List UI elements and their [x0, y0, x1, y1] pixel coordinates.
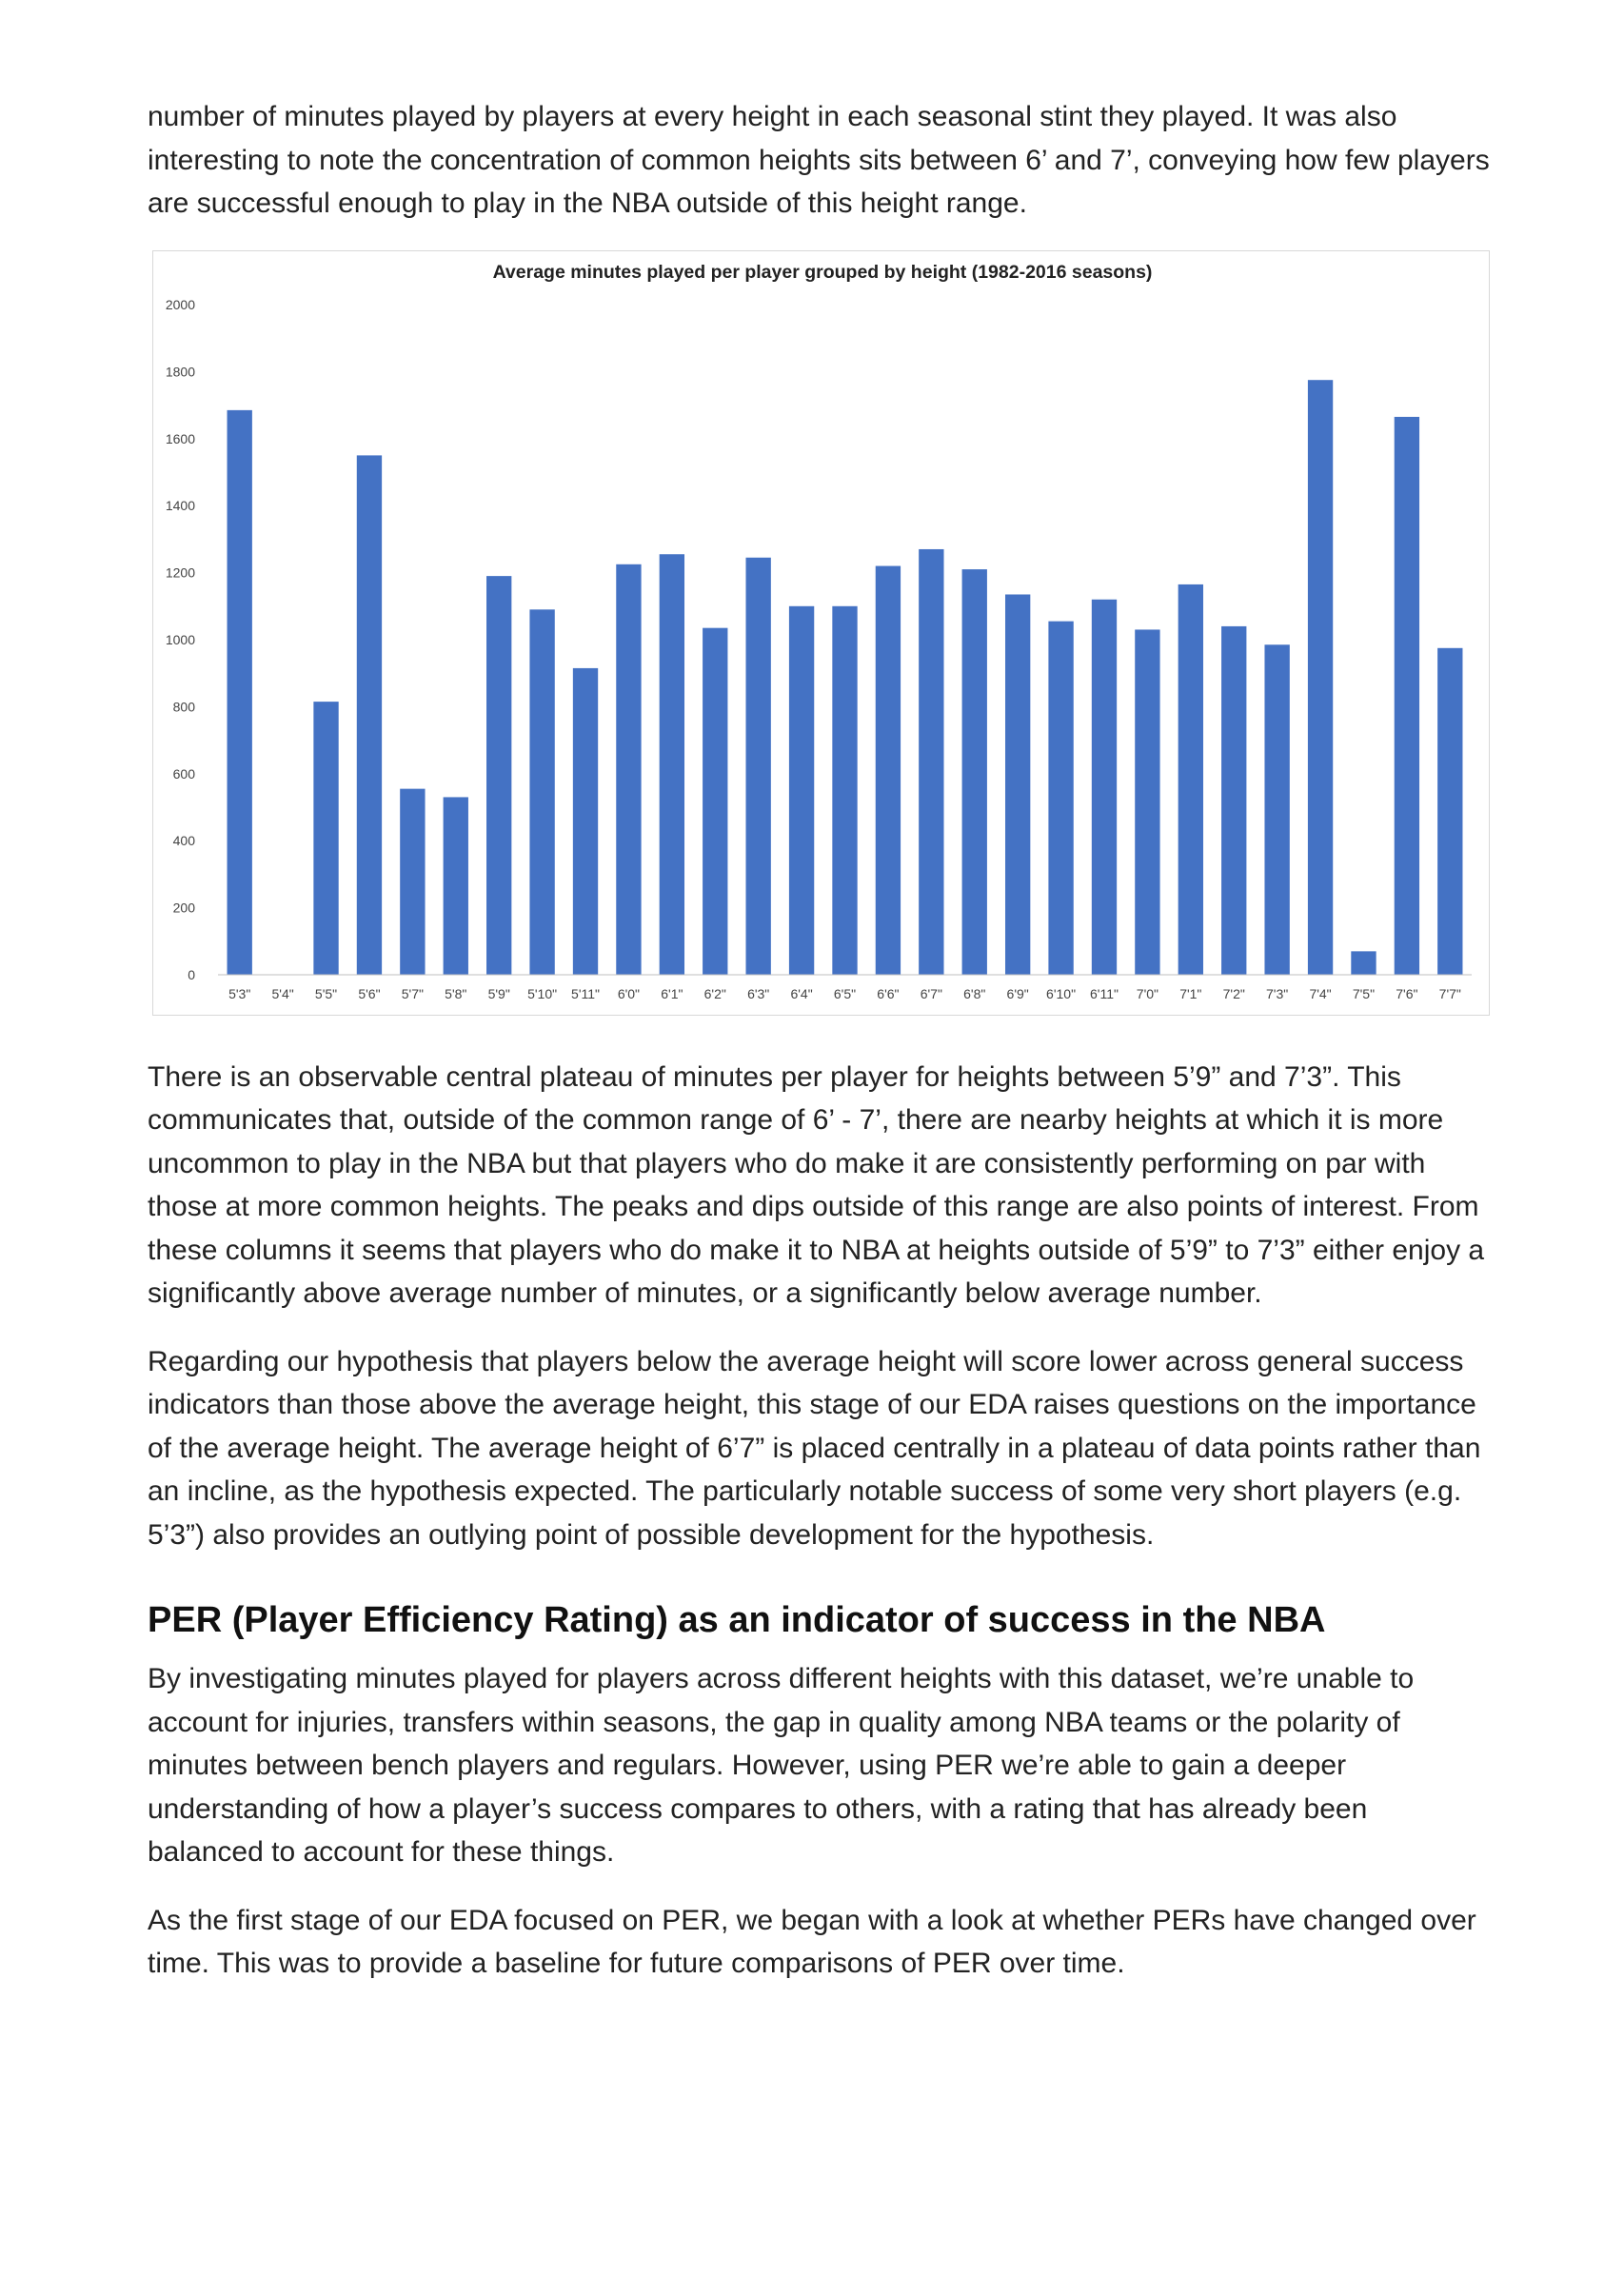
x-tick-label: 6'6" [877, 985, 900, 1001]
bar [400, 788, 425, 974]
y-tick-label: 200 [172, 900, 195, 916]
x-tick-label: 6'0" [617, 985, 641, 1001]
bar [616, 564, 641, 974]
bar [486, 576, 511, 975]
bar [1221, 625, 1246, 974]
paragraph: As the first stage of our EDA focused on PER, we began with a look at whether PERs have changed over time. This was to provide a baseline for future comparisons of PER over time. [148, 1904, 1476, 1979]
bar [1005, 594, 1030, 975]
bar [1178, 584, 1203, 974]
x-tick-label: 7'1" [1179, 985, 1202, 1001]
x-tick-label: 5'8" [445, 985, 467, 1001]
chart-title: Average minutes played per player grouped by height (1982-2016 seasons) [492, 261, 1153, 283]
bar [1264, 644, 1289, 975]
x-tick-label: 7'0" [1136, 985, 1159, 1001]
x-tick-label: 6'1" [661, 985, 683, 1001]
bar-chart [152, 250, 1490, 1016]
x-tick-label: 6'2" [703, 985, 726, 1001]
y-tick-label: 2000 [165, 296, 195, 312]
x-tick-label: 5'4" [271, 985, 294, 1001]
x-tick-label: 5'7" [401, 985, 424, 1001]
bar [357, 455, 382, 975]
y-tick-label: 1200 [165, 564, 195, 581]
paragraph: There is an observable central plateau of minutes per player for heights between 5’9” and 7’3”. This communicates that, outside of the common range of 6’ - 7’, there are nearby heights at which it is more uncommon to play in the NBA but that players who do make it are consistently performing on par with those at more common heights. The peaks and dips outside of this range are also points of interest. From these columns it seems that players who do make it to NBA at heights outside of 5’9” to 7’3” either enjoy a significantly above average number of minutes, or a significantly below average number. [148, 1060, 1485, 1309]
x-tick-label: 6'7" [920, 985, 942, 1001]
x-tick-label: 5'9" [487, 985, 510, 1001]
x-tick-label: 7'7" [1438, 985, 1461, 1001]
x-tick-label: 5'5" [314, 985, 338, 1001]
bar [228, 409, 252, 974]
bottom-paragraphs [148, 1657, 1490, 1986]
x-tick-label: 6'4" [790, 985, 813, 1001]
bar [832, 605, 857, 974]
x-tick-label: 7'3" [1266, 985, 1289, 1001]
y-tick-label: 800 [172, 698, 195, 714]
bar [746, 557, 771, 974]
y-tick-label: 400 [172, 832, 195, 848]
x-tick-label: 7'5" [1352, 985, 1376, 1001]
paragraph: number of minutes played by players at every height in each seasonal stint they played. It was also interesting to note the concentration of common heights sits between 6’ and 7’, conveying how few players are successful enough to play in the NBA outside of this height range. [148, 101, 1490, 219]
section-heading: PER (Player Efficiency Rating) as an indicator of success in the NBA [148, 1600, 1326, 1640]
x-tick-label: 6'9" [1006, 985, 1029, 1001]
bar [1092, 599, 1117, 974]
x-tick-label: 5'6" [358, 985, 381, 1001]
x-tick-label: 5'11" [571, 985, 601, 1001]
bar [876, 565, 901, 974]
x-tick-label: 6'5" [833, 985, 857, 1001]
bar [703, 627, 727, 974]
bar [1135, 629, 1159, 975]
y-tick-label: 1400 [165, 497, 195, 513]
y-tick-label: 1000 [165, 631, 195, 647]
bar [1048, 621, 1073, 974]
bar [573, 667, 598, 974]
x-tick-label: 7'2" [1222, 985, 1245, 1001]
y-axis-ticks [166, 297, 195, 982]
bar [1395, 416, 1419, 974]
x-tick-label: 5'3" [228, 985, 251, 1001]
bar-chart-svg [153, 251, 1489, 1015]
bar [444, 797, 468, 975]
x-tick-label: 6'3" [747, 985, 770, 1001]
bar [660, 554, 684, 975]
x-tick-label: 6'10" [1046, 985, 1077, 1001]
bar [1351, 951, 1376, 975]
middle-paragraphs [148, 1056, 1490, 1557]
bar [962, 569, 987, 975]
bar [1437, 647, 1462, 974]
x-tick-label: 6'11" [1089, 985, 1119, 1001]
bar [529, 609, 554, 975]
top-paragraphs [148, 95, 1490, 226]
paragraph: By investigating minutes played for players across different heights with this dataset, we’re unable to account for injuries, transfers within seasons, the gap in quality among NBA teams or the polarity of minutes between bench players and regulars. However, using PER we’re able to gain a deeper understanding of how a player’s success compares to others, with a rating that has already been balanced to account for these things. [148, 1663, 1415, 1868]
paragraph: Regarding our hypothesis that players below the average height will score lower across general success indicators than those above the average height, this stage of our EDA raises questions on the importance of the average height. The average height of 6’7” is placed centrally in a plateau of data points rather than an incline, as the hypothesis expected. The particularly notable success of some very short players (e.g. 5’3”) also provides an outlying point of possible development for the hypothesis. [148, 1345, 1481, 1551]
x-tick-label: 7'6" [1396, 985, 1418, 1001]
x-tick-label: 5'10" [527, 985, 558, 1001]
x-tick-label: 7'4" [1309, 985, 1332, 1001]
bar [1308, 380, 1333, 975]
x-axis-ticks [228, 986, 1461, 1001]
bar [789, 605, 814, 974]
bar [313, 702, 338, 975]
y-tick-label: 0 [188, 966, 195, 982]
x-tick-label: 6'8" [963, 985, 986, 1001]
bar [919, 548, 943, 974]
y-tick-label: 600 [172, 765, 195, 782]
y-tick-label: 1600 [165, 430, 195, 446]
bars [228, 380, 1463, 975]
document-page [148, 95, 1490, 2010]
y-tick-label: 1800 [165, 363, 195, 379]
